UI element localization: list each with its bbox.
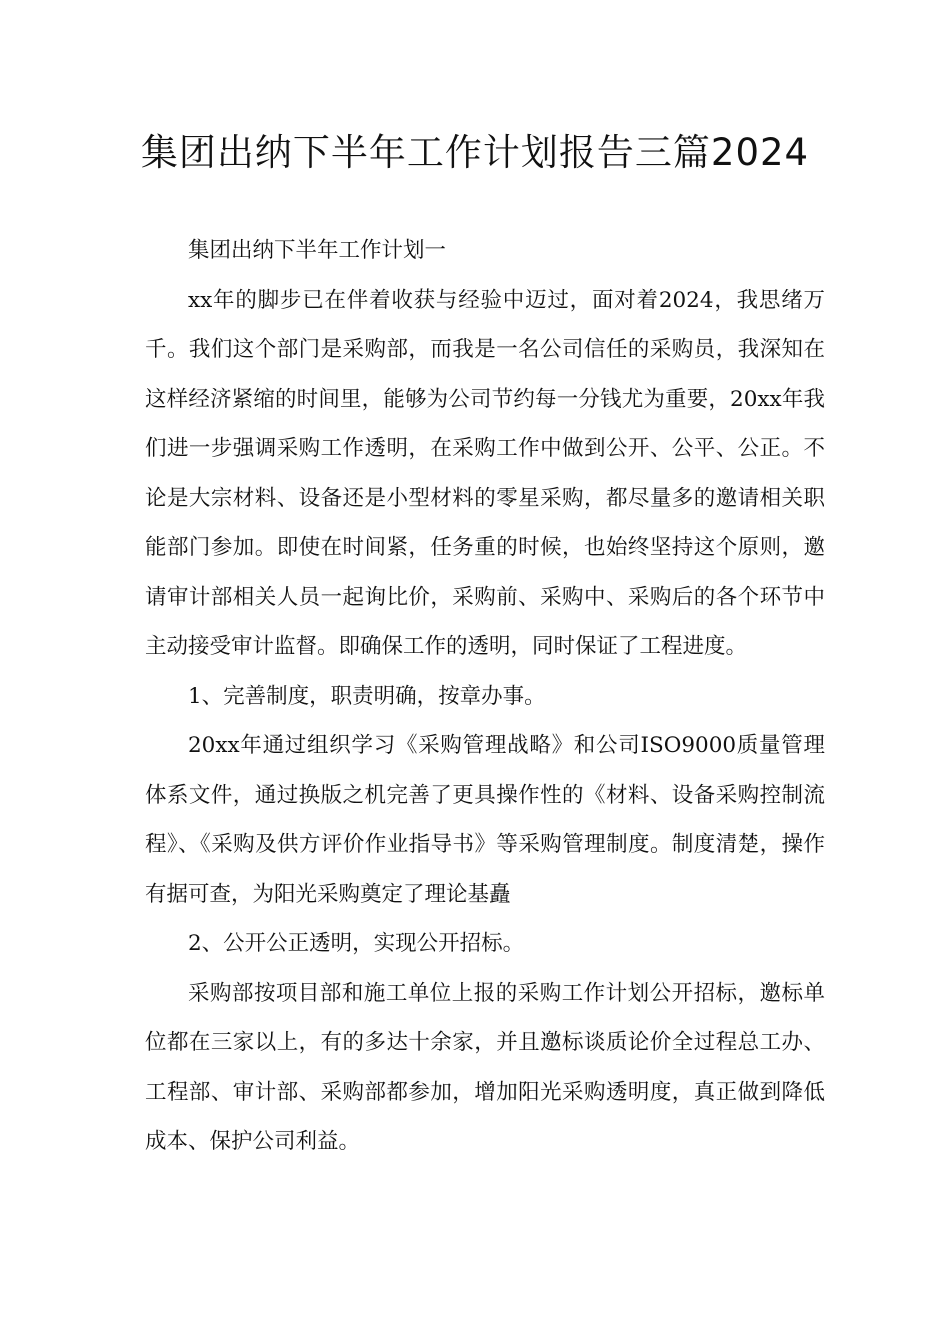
subsection-heading: 2、公开公正透明，实现公开招标。	[188, 931, 525, 956]
section-heading: 集团出纳下半年工作计划一	[188, 238, 447, 263]
body-paragraph: 采购部按项目部和施工单位上报的采购工作计划公开招标，邀标单位都在三家以上，有的多达十余家，并且邀标谈质论价全过程总工办、工程部、审计部、采购部都参加，增加阳光采购透明度，真正做到降低成本、保护公司利益。	[145, 980, 825, 1154]
body-paragraph: xx年的脚步已在伴着收获与经验中迈过，面对着2024，我思绪万千。我们这个部门是采购部，而我是一名公司信任的采购员，我深知在这样经济紧缩的时间里，能够为公司节约每一分钱尤为重要，20xx年我们进一步强调采购工作透明，在采购工作中做到公开、公平、公正。不论是大宗材料、设备还是小型材料的零星采购，都尽量多的邀请相关职能部门参加。即使在时间紧，任务重的时候，也始终坚持这个原则，邀请审计部相关人员一起询比价，采购前、采购中、采购后的各个环节中主动接受审计监督。即确保工作的透明，同时保证了工程进度。	[145, 287, 825, 659]
document-title: 集团出纳下半年工作计划报告三篇2024	[140, 131, 810, 174]
subsection-heading: 1、完善制度，职责明确，按章办事。	[188, 683, 546, 709]
body-paragraph: 20xx年通过组织学习《采购管理战略》和公司ISO9000质量管理体系文件，通过换版之机完善了更具操作性的《材料、设备采购控制流程》、《采购及供方评价作业指导书》等采购管理制度。制度清楚，操作有据可查，为阳光采购奠定了理论基矗	[145, 733, 825, 907]
document-body	[145, 226, 825, 1167]
